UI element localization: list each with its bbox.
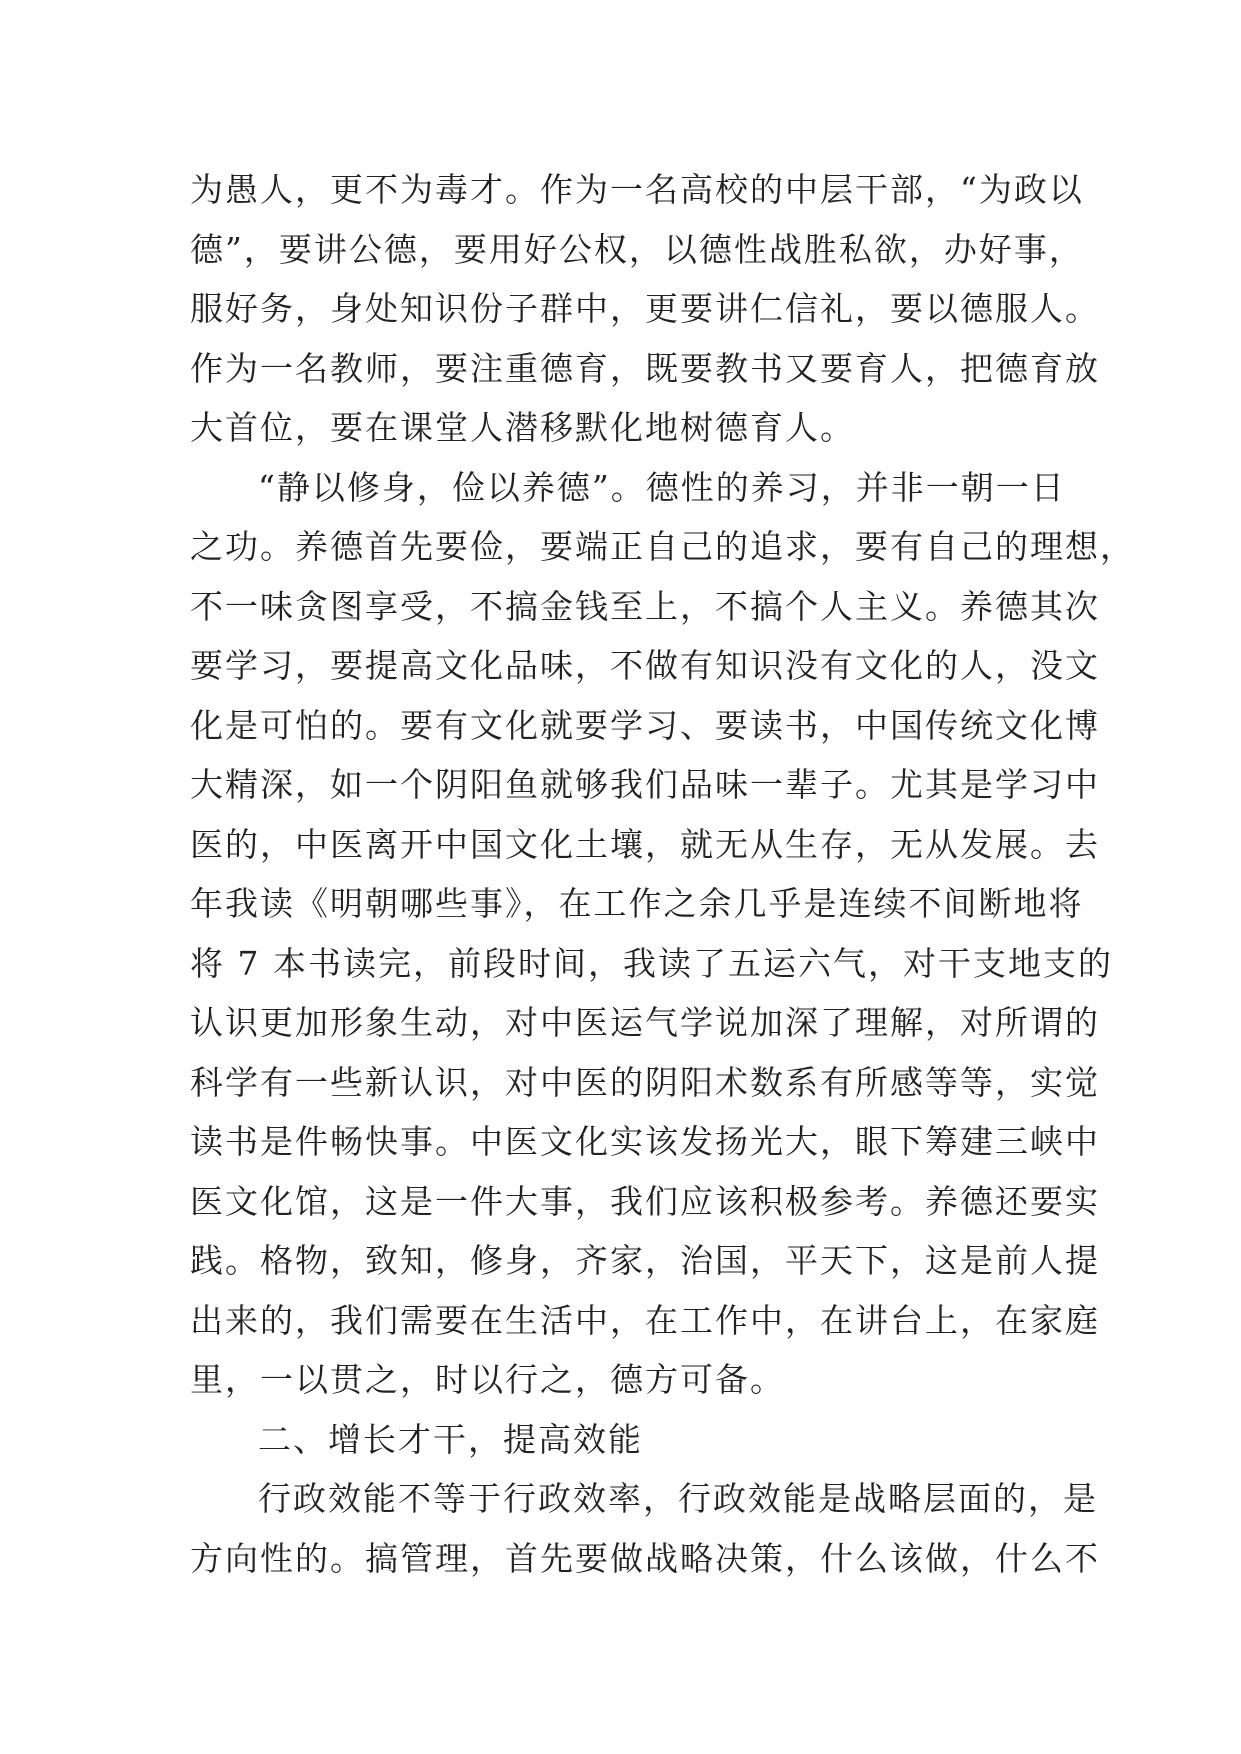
text-line: 为愚人，更不为毒才。作为一名高校的中层干部，“为政以 — [190, 170, 1084, 209]
text-line: 里，一以贯之，时以行之，德方可备。 — [190, 1360, 785, 1399]
text-line: 读书是件畅快事。中医文化实该发扬光大，眼下筹建三峡中 — [190, 1122, 1100, 1161]
text-line: 大首位，要在课堂人潜移默化地树德育人。 — [190, 408, 855, 447]
text-line: 行政效能不等于行政效率，行政效能是战略层面的，是 — [258, 1479, 1098, 1518]
text-line: 不一味贪图享受，不搞金钱至上，不搞个人主义。养德其次 — [190, 586, 1100, 626]
text-line: 出来的，我们需要在生活中，在工作中，在讲台上，在家庭 — [190, 1300, 1100, 1340]
text-line: 二、增长才干，提高效能 — [258, 1419, 643, 1459]
text-line: 服好务，身处知识份子群中，更要讲仁信礼，要以德服人。 — [190, 289, 1100, 328]
text-line: 将 7 本书读完，前段时间，我读了五运六气，对干支地支的 — [190, 943, 1113, 983]
text-line: 医文化馆，这是一件大事，我们应该积极参考。养德还要实 — [190, 1181, 1100, 1221]
text-line: “静以修身，俭以养德”。德性的养习，并非一朝一日 — [258, 467, 1066, 507]
text-line: 医的，中医离开中国文化土壤，就无从生存，无从发展。去 — [190, 824, 1100, 864]
text-line: 之功。养德首先要俭，要端正自己的追求，要有自己的理想， — [190, 527, 1135, 566]
text-line: 大精深，如一个阴阳鱼就够我们品味一辈子。尤其是学习中 — [190, 765, 1100, 804]
text-line: 认识更加形象生动，对中医运气学说加深了理解，对所谓的 — [190, 1003, 1100, 1042]
text-line: 要学习，要提高文化品味，不做有知识没有文化的人，没文 — [190, 646, 1100, 685]
text-line: 践。格物，致知，修身，齐家，治国，平天下，这是前人提 — [190, 1241, 1100, 1280]
text-line: 年我读《明朝哪些事》，在工作之余几乎是连续不间断地将 — [190, 884, 1084, 923]
text-line: 方向性的。搞管理，首先要做战略决策，什么该做，什么不 — [190, 1538, 1100, 1578]
body-text — [190, 160, 1135, 1588]
text-line: 科学有一些新认识，对中医的阴阳术数系有所感等等，实觉 — [190, 1062, 1100, 1102]
text-line: 作为一名教师，要注重德育，既要教书又要育人，把德育放 — [190, 348, 1100, 388]
text-line: 化是可怕的。要有文化就要学习、要读书，中国传统文化博 — [190, 705, 1100, 745]
text-line: 德”，要讲公德，要用好公权，以德性战胜私欲，办好事， — [190, 229, 1084, 269]
